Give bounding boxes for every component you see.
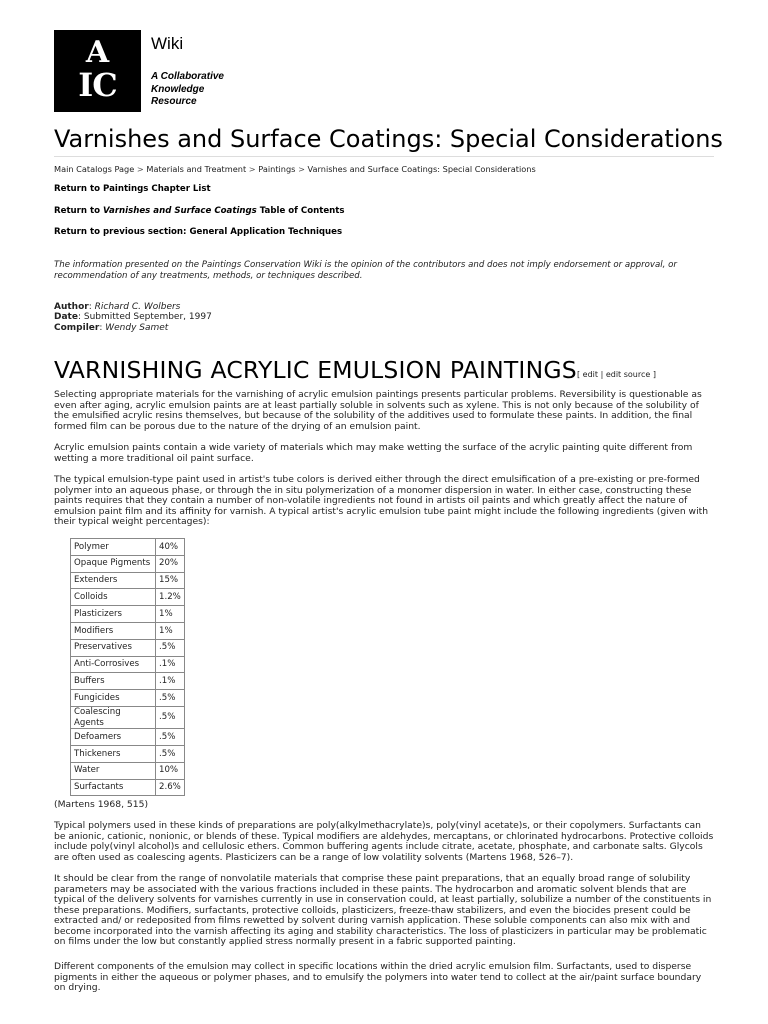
- paragraph: It should be clear from the range of nonvolatile materials that comprise these paint preparations, that an equally broad range of solubility parameters may be associated with the various fractions included in these paints. The hydrocarbon and aromatic solvent blends that are typical of the delivery solvents for varnishes currently in use in conservation could, at least partially, solubilize a number of the constituents in these preparations. Modifiers, surfactants, protective colloids, plasticizers, freeze-thaw stabilizers, and even the biocides present could be extracted and/ or redeposited from films rewetted by solvent during varnish application. These soluble components can also mix with and become incorporated into the varnish affecting its aging and stability characteristics. The loss of plasticizers in particular may be problematic on films under the low but constantly applied stress normally present in a fabric supported painting.: [54, 873, 712, 947]
- article-meta: [54, 302, 212, 333]
- ingredient-percentage: 1%: [156, 606, 185, 623]
- compiler-label: Compiler: [54, 322, 100, 333]
- ingredient-percentage: 1.2%: [156, 589, 185, 606]
- ingredient-name: Preservatives: [71, 639, 156, 656]
- table-row: [71, 589, 185, 606]
- compiler-line: Compiler: Wendy Samet: [54, 322, 169, 333]
- table-row: [71, 639, 185, 656]
- breadcrumb-link-materials[interactable]: Materials and Treatment: [146, 164, 247, 174]
- breadcrumb-current: Varnishes and Surface Coatings: Special Considerations: [307, 164, 536, 174]
- edit-separator: |: [598, 370, 606, 379]
- edit-bracket-close: ]: [650, 370, 656, 379]
- ingredient-percentage: .1%: [156, 656, 185, 673]
- table-row: [71, 606, 185, 623]
- date-value: Submitted September, 1997: [83, 312, 212, 323]
- ingredient-name: Modifiers: [71, 622, 156, 639]
- breadcrumb-link-paintings[interactable]: Paintings: [258, 164, 296, 174]
- table-row: [71, 555, 185, 572]
- return-toc-title: Varnishes and Surface Coatings: [103, 206, 257, 216]
- paragraph: Different components of the emulsion may collect in specific locations within the dried acrylic emulsion film. Surfactants, used to disperse pigments in either the aqueous or polymer phases, and to emulsify the polymers into water tend to collect at the air/paint surface boundary on drying.: [54, 961, 702, 993]
- ingredient-name: Defoamers: [71, 729, 156, 746]
- author-label: Author: [54, 302, 89, 312]
- tagline-line: A Collaborative: [151, 71, 224, 82]
- edit-links: [577, 370, 656, 380]
- ingredients-table: [70, 538, 185, 796]
- return-toc-link[interactable]: [54, 206, 345, 217]
- table-row: [71, 572, 185, 589]
- compiler-value: Wendy Samet: [105, 322, 169, 333]
- ingredient-percentage: .5%: [156, 690, 185, 707]
- site-name[interactable]: Wiki: [151, 34, 184, 53]
- ingredient-name: Coalescing Agents: [71, 706, 156, 728]
- citation: (Martens 1968, 515): [54, 799, 149, 810]
- ingredient-name: Polymer: [71, 539, 156, 556]
- table-row: [71, 690, 185, 707]
- return-previous-link[interactable]: Return to previous section: General Application Techniques: [54, 227, 343, 237]
- ingredient-name: Thickeners: [71, 745, 156, 762]
- tagline-line: Knowledge: [151, 83, 205, 95]
- tagline-line: Resource: [151, 96, 197, 107]
- table-row: [71, 729, 185, 746]
- aic-logo[interactable]: [54, 30, 141, 112]
- site-tagline: [151, 71, 271, 109]
- table-row: [71, 539, 185, 556]
- ingredient-name: Anti-Corrosives: [71, 656, 156, 673]
- breadcrumb-separator: >: [248, 164, 256, 174]
- breadcrumb: [54, 164, 536, 175]
- ingredient-name: Plasticizers: [71, 606, 156, 623]
- edit-source-link[interactable]: edit source: [605, 370, 651, 379]
- ingredient-percentage: .5%: [156, 706, 185, 728]
- table-row: [71, 622, 185, 639]
- paragraph: Acrylic emulsion paints contain a wide variety of materials which may make wetting the surface of the acrylic painting quite different from wetting a more traditional oil paint surface.: [54, 442, 693, 464]
- table-row: [71, 762, 185, 779]
- logo-letters-ic: IC: [78, 66, 117, 104]
- ingredient-name: Buffers: [71, 673, 156, 690]
- ingredient-percentage: 1%: [156, 622, 185, 639]
- logo-letter-a: A: [85, 35, 110, 70]
- table-row: [71, 745, 185, 762]
- edit-bracket-open: [: [577, 370, 583, 379]
- author-value: Richard C. Wolbers: [94, 302, 181, 312]
- ingredient-percentage: .1%: [156, 673, 185, 690]
- ingredient-percentage: .5%: [156, 639, 185, 656]
- table-row: [71, 656, 185, 673]
- date-line: Date: Submitted September, 1997: [54, 312, 212, 323]
- ingredient-percentage: 15%: [156, 572, 185, 589]
- ingredient-percentage: .5%: [156, 745, 185, 762]
- breadcrumb-separator: >: [136, 164, 144, 174]
- paragraph: The typical emulsion-type paint used in artist's tube colors is derived either through the direct emulsification of a pre-existing or pre-formed polymer into an aqueous phase, or through the in situ polymerization of a monomer dispersion in water. In either case, constructing these paints requires that they contain a number of non-volatile ingredients not found in artists oil paints and which greatly affect the nature of emulsion paint film and its affinity for varnish. A typical artist's acrylic emulsion tube paint might include the following ingredients (given with their typical weight percentages):: [54, 474, 709, 527]
- ingredient-name: Opaque Pigments: [71, 555, 156, 572]
- page-title: Varnishes and Surface Coatings: Special Considerations: [54, 124, 714, 157]
- table-row: [71, 706, 185, 728]
- ingredient-name: Fungicides: [71, 690, 156, 707]
- return-toc-suffix: Table of Contents: [256, 206, 345, 216]
- ingredient-percentage: 40%: [156, 539, 185, 556]
- ingredient-name: Water: [71, 762, 156, 779]
- paragraph: Selecting appropriate materials for the varnishing of acrylic emulsion paintings presents particular problems. Reversibility is questionable as even after aging, acrylic emulsion paints are at least partially soluble in solvents such as xylene. This is not only because of the solubility of the emulsified acrylic resins themselves, but because of the solubility of the additives used to formulate these paints. In addition, the final formed film can be porous due to the nature of the drying of an emulsion paint.: [54, 389, 702, 432]
- breadcrumb-link-main-catalogs[interactable]: Main Catalogs Page: [54, 164, 135, 174]
- breadcrumb-separator: >: [298, 164, 305, 174]
- table-row: [71, 779, 185, 796]
- disclaimer: The information presented on the Paintings Conservation Wiki is the opinion of the contributors and does not imply endorsement or approval, or recommendation of any treatments, methods, or techniques described.: [54, 260, 677, 281]
- ingredient-percentage: 2.6%: [156, 779, 185, 796]
- ingredient-name: Extenders: [71, 572, 156, 589]
- return-toc-prefix: Return to: [54, 206, 104, 216]
- section-heading: VARNISHING ACRYLIC EMULSION PAINTINGS: [54, 356, 577, 384]
- return-chapter-link[interactable]: Return to Paintings Chapter List: [54, 184, 211, 194]
- author-line: Author: Richard C. Wolbers: [54, 302, 181, 312]
- ingredient-name: Surfactants: [71, 779, 156, 796]
- ingredient-name: Colloids: [71, 589, 156, 606]
- paragraph: Typical polymers used in these kinds of preparations are poly(alkylmethacrylate)s, poly(vinyl acetate)s, or their copolymers. Surfactants can be anionic, cationic, nonionic, or blends of these. Typical modifiers are aldehydes, mercaptans, or chlorinated hydrocarbons. Protective colloids include poly(vinyl alcohol)s and cellulosic ethers. Common buffering agents include citrate, acetate, phosphate, and carbonate salts. Glycols are often used as coalescing agents. Plasticizers can be a range of low volatility solvents (Martens 1968, 526–7).: [54, 820, 714, 863]
- table-row: [71, 673, 185, 690]
- edit-link[interactable]: edit: [582, 370, 599, 379]
- date-label: Date: [54, 312, 78, 323]
- ingredient-percentage: .5%: [156, 729, 185, 746]
- ingredient-percentage: 10%: [156, 762, 185, 779]
- ingredient-percentage: 20%: [156, 555, 185, 572]
